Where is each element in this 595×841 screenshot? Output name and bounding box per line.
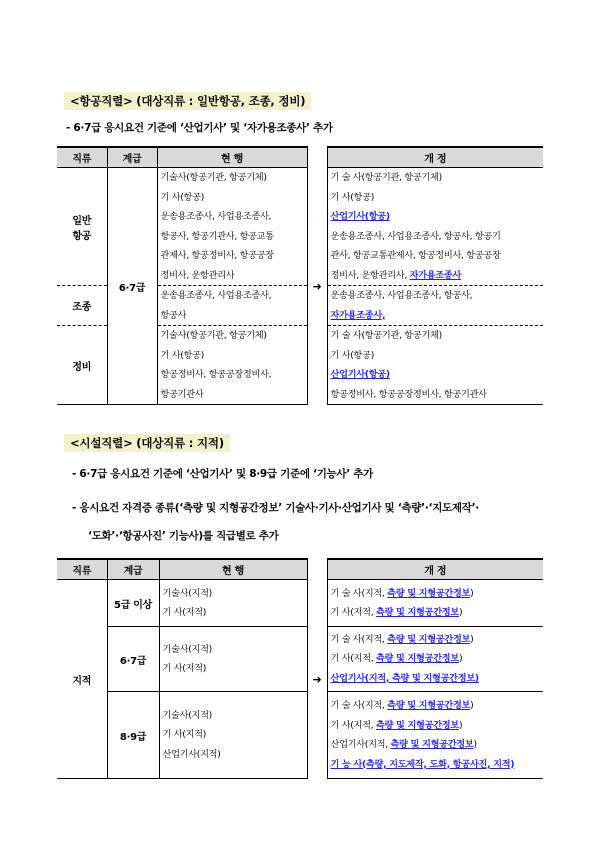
highlight-text: 측량 및 지형공간정보 — [375, 607, 459, 618]
highlight-text: 측량 및 지형공간정보 — [375, 719, 459, 731]
header-grade: 계급 — [107, 147, 157, 168]
highlight-text: 기 능 사(측량, 지도제작, 도화, 항공사진, 지적) — [330, 758, 515, 770]
current-cell: 기술사(지적) 기 사(지적) — [159, 627, 307, 692]
header-track: 직류 — [57, 559, 107, 580]
current-cell: 기술사(항공기관, 항공기체) 기 사(항공) 항공정비사, 항공공장정비사, 항공기관사 — [157, 326, 307, 405]
highlight-text: 측량 및 지형공간정보 — [387, 587, 471, 599]
highlight-text: 산업기사(지적, 측량 및 지형공간정보) — [330, 672, 479, 684]
revised-cell: 운송용조종사, 사업용조종사, 항공사, 자가용조종사, — [327, 286, 543, 326]
highlight-text: 측량 및 지형공간정보 — [387, 633, 471, 645]
cadastral-table — [57, 558, 543, 779]
section2-bullet2-cont: ‘도화’·‘항공사진’ 기능사)를 직급별로 추가 — [88, 530, 279, 542]
arrow-icon: ➜ — [307, 168, 327, 405]
highlight-text: 산업기사(항공) — [330, 369, 390, 380]
header-revised: 개 정 — [327, 559, 543, 580]
revised-cell — [327, 692, 543, 779]
header-current: 현 행 — [157, 147, 307, 168]
revised-cell — [327, 627, 543, 692]
current-cell: 기술사(지적) 기 사(지적) — [159, 580, 307, 627]
current-cell: 운송용조종사, 사업용조종사, 항공사 — [157, 286, 307, 326]
highlight-text: 측량 및 지형공간정보 — [390, 739, 474, 750]
revised-line — [328, 755, 544, 775]
grade-cell: 6·7급 — [107, 627, 159, 692]
highlight-text: 자가용조종사, — [330, 309, 386, 321]
highlight-text: 측량 및 지형공간정보 — [387, 700, 471, 711]
track-cadastral: 지적 — [57, 580, 107, 779]
revised-cell — [327, 580, 543, 627]
revised-line: 산업기사(지적, 측량 및 지형공간정보) — [330, 739, 477, 750]
arrow-icon: ➜ — [307, 580, 327, 779]
revised-line: 정비사, 운항관리사, 자가용조종사 — [330, 269, 462, 281]
revised-line: 기 사(지적, 측량 및 지형공간정보) — [330, 719, 463, 731]
track-pilot: 조종 — [57, 286, 107, 326]
section2-heading: <시설직렬> (대상직류 : 지적) — [64, 434, 230, 452]
highlight-text: 산업기사(항공) — [330, 211, 390, 222]
section2-bullet2: - 응시요건 자격증 종류(‘측량 및 지형공간정보’ 기술사·기사·산업기사 및 ‘측량’·‘지도제작’· — [72, 502, 479, 514]
header-current: 현 행 — [159, 559, 307, 580]
current-cell: 기술사(항공기관, 항공기체) 기 사(항공) 운송용조종사, 사업용조종사, 항공사, 항공기관사, 항공교통 관제사, 항공정비사, 항공공장 정비사, 운항관리사 — [157, 168, 307, 286]
section2-bullet1: - 6·7급 응시요건 기준에 ‘산업기사’ 및 8·9급 기준에 ‘기능사’ 추가 — [72, 468, 373, 480]
grade-cell: 5급 이상 — [107, 580, 159, 627]
revised-cell: 기 술 사(항공기관, 항공기체) 기 사(항공) 산업기사(항공) 운송용조종사, 사업용조종사, 항공사, 항공기 관사, 항공교통관제사, 항공정비사, 항공공장 정비사, 운항관리사, 자가용조종사 — [327, 168, 543, 286]
current-cell: 기술사(지적) 기 사(지적) 산업기사(지적) — [159, 692, 307, 779]
revised-line: 기 술 사(지적, 측량 및 지형공간정보) — [330, 587, 474, 599]
revised-line: 기 사(지적, 측량 및 지형공간정보) — [330, 653, 463, 665]
grade-cell: 6·7급 — [107, 168, 157, 405]
revised-cell: 기 술 사(항공기관, 항공기체) 기 사(항공) 산업기사(항공) 항공정비사, 항공공장정비사, 항공기관사 — [327, 326, 543, 405]
revised-line: 기 사(지적, 측량 및 지형공간정보) — [330, 607, 463, 618]
grade-cell: 8·9급 — [107, 692, 159, 779]
aviation-table — [57, 146, 543, 405]
revised-line: 기 술 사(지적, 측량 및 지형공간정보) — [330, 633, 474, 645]
header-grade: 계급 — [107, 559, 159, 580]
header-revised: 개 정 — [327, 147, 543, 168]
section1-heading: <항공직렬> (대상직류 : 일반항공, 조종, 정비) — [64, 92, 311, 110]
highlight-text: 측량 및 지형공간정보 — [375, 653, 459, 665]
track-maintenance: 정비 — [57, 326, 107, 405]
header-track: 직류 — [57, 147, 107, 168]
highlight-text: 자가용조종사 — [409, 269, 462, 281]
revised-line — [328, 669, 544, 689]
revised-line: 기 술 사(지적, 측량 및 지형공간정보) — [330, 700, 474, 711]
section1-bullet: - 6·7급 응시요건 기준에 ‘산업기사’ 및 ‘자가용조종사’ 추가 — [66, 122, 333, 134]
track-general-aviation: 일반 항공 — [57, 168, 107, 286]
